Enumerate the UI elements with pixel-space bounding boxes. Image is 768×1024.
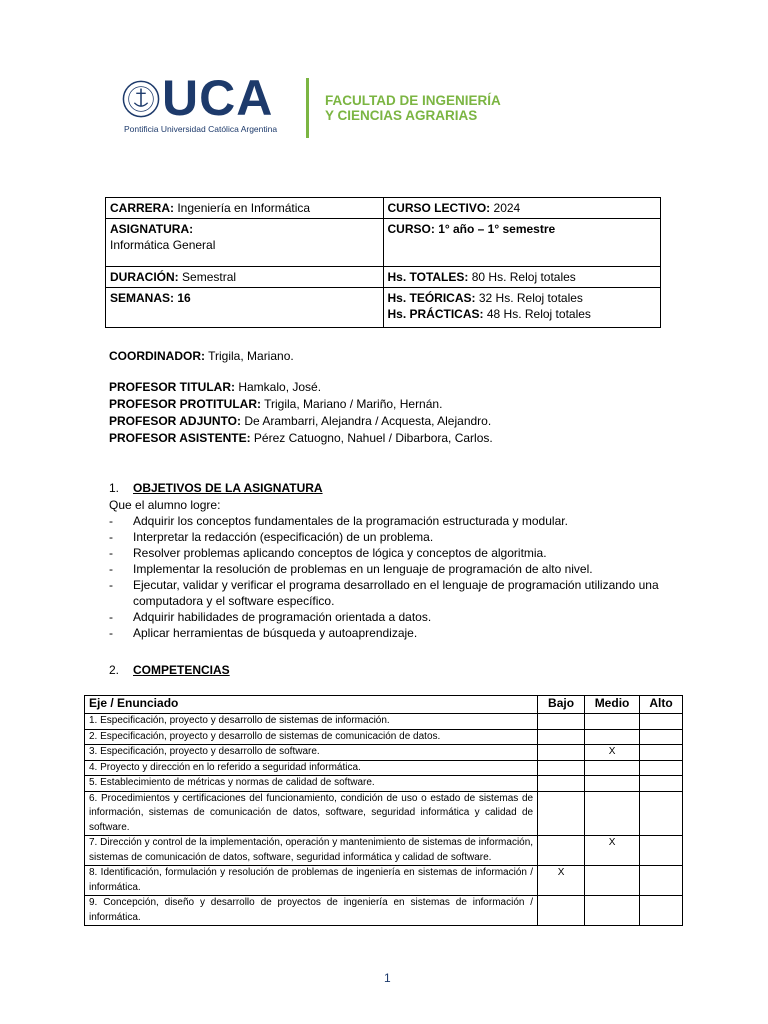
objective-item: - Adquirir habilidades de programación orientada a datos. bbox=[109, 609, 689, 625]
header-alto: Alto bbox=[640, 696, 683, 714]
asignatura-cell bbox=[106, 219, 384, 267]
nivel-bajo-cell bbox=[538, 791, 585, 836]
competencia-text: 7. Dirección y control de la implementación, operación y mantenimiento de sistemas de información, sistemas de comunicación de datos, software, seguridad informática y calidad de software. bbox=[85, 836, 538, 866]
titular-line bbox=[109, 379, 493, 396]
uca-seal-icon bbox=[122, 80, 160, 118]
competencias-body bbox=[85, 714, 683, 926]
competencia-row bbox=[85, 896, 683, 926]
competencia-row bbox=[85, 791, 683, 836]
nivel-bajo-cell bbox=[538, 896, 585, 926]
objectives-intro: Que el alumno logre: bbox=[109, 498, 221, 512]
competencia-row bbox=[85, 729, 683, 745]
competencia-row bbox=[85, 745, 683, 761]
section-1-number: 1. bbox=[109, 481, 120, 495]
info-row bbox=[106, 219, 661, 267]
titular-label: PROFESOR TITULAR: bbox=[109, 380, 235, 394]
competencia-text: 2. Especificación, proyecto y desarrollo de sistemas de comunicación de datos. bbox=[85, 729, 538, 745]
section-2-title: COMPETENCIAS bbox=[133, 663, 230, 677]
nivel-bajo-cell bbox=[538, 760, 585, 776]
nivel-alto-cell bbox=[640, 896, 683, 926]
objective-item: - Implementar la resolución de problemas en un lenguaje de programación de alto nivel. bbox=[109, 561, 689, 577]
protitular-label: PROFESOR PROTITULAR: bbox=[109, 397, 261, 411]
nivel-bajo-cell bbox=[538, 745, 585, 761]
university-name: Pontificia Universidad Católica Argentina bbox=[124, 124, 278, 134]
competencia-text: 9. Concepción, diseño y desarrollo de proyectos de ingeniería en sistemas de información / informática. bbox=[85, 896, 538, 926]
faculty-line-1: FACULTAD DE INGENIERÍA bbox=[325, 93, 501, 108]
nivel-bajo-cell: X bbox=[538, 866, 585, 896]
competencia-text: 1. Especificación, proyecto y desarrollo de sistemas de información. bbox=[85, 714, 538, 730]
asignatura-label: ASIGNATURA: bbox=[110, 222, 194, 236]
protitular-value: Trigila, Mariano / Mariño, Hernán. bbox=[264, 397, 443, 411]
asistente-value: Pérez Catuogno, Nahuel / Dibarbora, Carlos. bbox=[253, 431, 493, 445]
hs-totales-label: Hs. TOTALES: bbox=[387, 270, 469, 284]
curso-value: 1° año – 1° semestre bbox=[438, 222, 556, 236]
competencia-row bbox=[85, 866, 683, 896]
duracion-value: Semestral bbox=[182, 270, 237, 284]
carrera-cell bbox=[106, 198, 384, 219]
competencias-header-row bbox=[85, 696, 683, 714]
hs-totales-cell bbox=[383, 267, 661, 288]
titular-value: Hamkalo, José. bbox=[238, 380, 322, 394]
objective-item: - Adquirir los conceptos fundamentales de la programación estructurada y modular. bbox=[109, 513, 689, 529]
hs-detalle-cell bbox=[383, 288, 661, 328]
competencia-row bbox=[85, 836, 683, 866]
adjunto-label: PROFESOR ADJUNTO: bbox=[109, 414, 242, 428]
asignatura-value: Informática General bbox=[110, 238, 216, 252]
curso-lectivo-label: CURSO LECTIVO: bbox=[387, 201, 491, 215]
duracion-cell bbox=[106, 267, 384, 288]
coordinador-line bbox=[109, 348, 493, 365]
section-2-number: 2. bbox=[109, 663, 120, 677]
faculty-name bbox=[325, 93, 501, 123]
nivel-bajo-cell bbox=[538, 729, 585, 745]
nivel-medio-cell bbox=[585, 714, 640, 730]
nivel-bajo-cell bbox=[538, 836, 585, 866]
hs-totales-value: 80 Hs. Reloj totales bbox=[471, 270, 576, 284]
curso-cell bbox=[383, 219, 661, 267]
section-1-heading bbox=[109, 480, 323, 496]
semanas-value: 16 bbox=[177, 291, 191, 305]
nivel-medio-cell bbox=[585, 760, 640, 776]
nivel-alto-cell bbox=[640, 866, 683, 896]
competencia-row bbox=[85, 776, 683, 792]
objectives-block bbox=[109, 497, 689, 641]
nivel-alto-cell bbox=[640, 729, 683, 745]
course-info-table bbox=[105, 197, 661, 328]
staff-list bbox=[109, 348, 493, 447]
nivel-medio-cell bbox=[585, 729, 640, 745]
hs-practicas-label: Hs. PRÁCTICAS: bbox=[387, 307, 484, 321]
competencias-table bbox=[84, 695, 683, 926]
semanas-cell bbox=[106, 288, 384, 328]
nivel-medio-cell bbox=[585, 791, 640, 836]
hs-practicas-value: 48 Hs. Reloj totales bbox=[486, 307, 591, 321]
competencia-row bbox=[85, 714, 683, 730]
coordinador-value: Trigila, Mariano. bbox=[208, 349, 294, 363]
adjunto-line bbox=[109, 413, 493, 430]
hs-teoricas-value: 32 Hs. Reloj totales bbox=[478, 291, 583, 305]
info-row bbox=[106, 267, 661, 288]
section-2-heading bbox=[109, 662, 230, 678]
nivel-alto-cell bbox=[640, 776, 683, 792]
nivel-medio-cell bbox=[585, 896, 640, 926]
competencia-text: 8. Identificación, formulación y resolución de problemas de ingeniería en sistemas de información / informática. bbox=[85, 866, 538, 896]
objectives-list bbox=[109, 513, 689, 641]
info-row bbox=[106, 198, 661, 219]
competencia-text: 5. Establecimiento de métricas y normas de calidad de software. bbox=[85, 776, 538, 792]
competencia-text: 4. Proyecto y dirección en lo referido a seguridad informática. bbox=[85, 760, 538, 776]
curso-lectivo-cell bbox=[383, 198, 661, 219]
objective-item: - Resolver problemas aplicando conceptos de lógica y conceptos de algoritmia. bbox=[109, 545, 689, 561]
carrera-value: Ingeniería en Informática bbox=[177, 201, 311, 215]
carrera-label: CARRERA: bbox=[110, 201, 174, 215]
nivel-medio-cell bbox=[585, 866, 640, 896]
nivel-alto-cell bbox=[640, 714, 683, 730]
faculty-line-2: Y CIENCIAS AGRARIAS bbox=[325, 108, 478, 123]
uca-logo-text: UCA bbox=[162, 70, 274, 126]
header-medio: Medio bbox=[585, 696, 640, 714]
nivel-alto-cell bbox=[640, 760, 683, 776]
nivel-bajo-cell bbox=[538, 714, 585, 730]
asistente-label: PROFESOR ASISTENTE: bbox=[109, 431, 251, 445]
section-1-title: OBJETIVOS DE LA ASIGNATURA bbox=[133, 481, 323, 495]
nivel-medio-cell: X bbox=[585, 836, 640, 866]
competencia-row bbox=[85, 760, 683, 776]
competencia-text: 6. Procedimientos y certificaciones del funcionamiento, condición de uso o estado de sistemas de información, sistemas de comunicación de datos, software, seguridad informática y calidad de software. bbox=[85, 791, 538, 836]
nivel-bajo-cell bbox=[538, 776, 585, 792]
header-bajo: Bajo bbox=[538, 696, 585, 714]
objective-item: - Ejecutar, validar y verificar el programa desarrollado en el lenguaje de programación utilizando una computadora y el software específico. bbox=[109, 577, 689, 609]
objective-item: - Aplicar herramientas de búsqueda y autoaprendizaje. bbox=[109, 625, 689, 641]
nivel-alto-cell bbox=[640, 836, 683, 866]
competencia-text: 3. Especificación, proyecto y desarrollo de software. bbox=[85, 745, 538, 761]
duracion-label: DURACIÓN: bbox=[110, 270, 179, 284]
header-divider bbox=[306, 78, 309, 138]
asistente-line bbox=[109, 430, 493, 447]
curso-lectivo-value: 2024 bbox=[493, 201, 521, 215]
page-number: 1 bbox=[384, 971, 391, 985]
faculty-header bbox=[122, 70, 542, 138]
objective-item: - Interpretar la redacción (especificación) de un problema. bbox=[109, 529, 689, 545]
header-eje: Eje / Enunciado bbox=[85, 696, 538, 714]
coordinador-label: COORDINADOR: bbox=[109, 349, 205, 363]
nivel-medio-cell: X bbox=[585, 745, 640, 761]
info-row bbox=[106, 288, 661, 328]
protitular-line bbox=[109, 396, 493, 413]
nivel-alto-cell bbox=[640, 791, 683, 836]
adjunto-value: De Arambarri, Alejandra / Acquesta, Alejandro. bbox=[244, 414, 492, 428]
nivel-medio-cell bbox=[585, 776, 640, 792]
nivel-alto-cell bbox=[640, 745, 683, 761]
hs-teoricas-label: Hs. TEÓRICAS: bbox=[387, 291, 476, 305]
semanas-label: SEMANAS: bbox=[110, 291, 175, 305]
curso-label: CURSO: bbox=[387, 222, 435, 236]
